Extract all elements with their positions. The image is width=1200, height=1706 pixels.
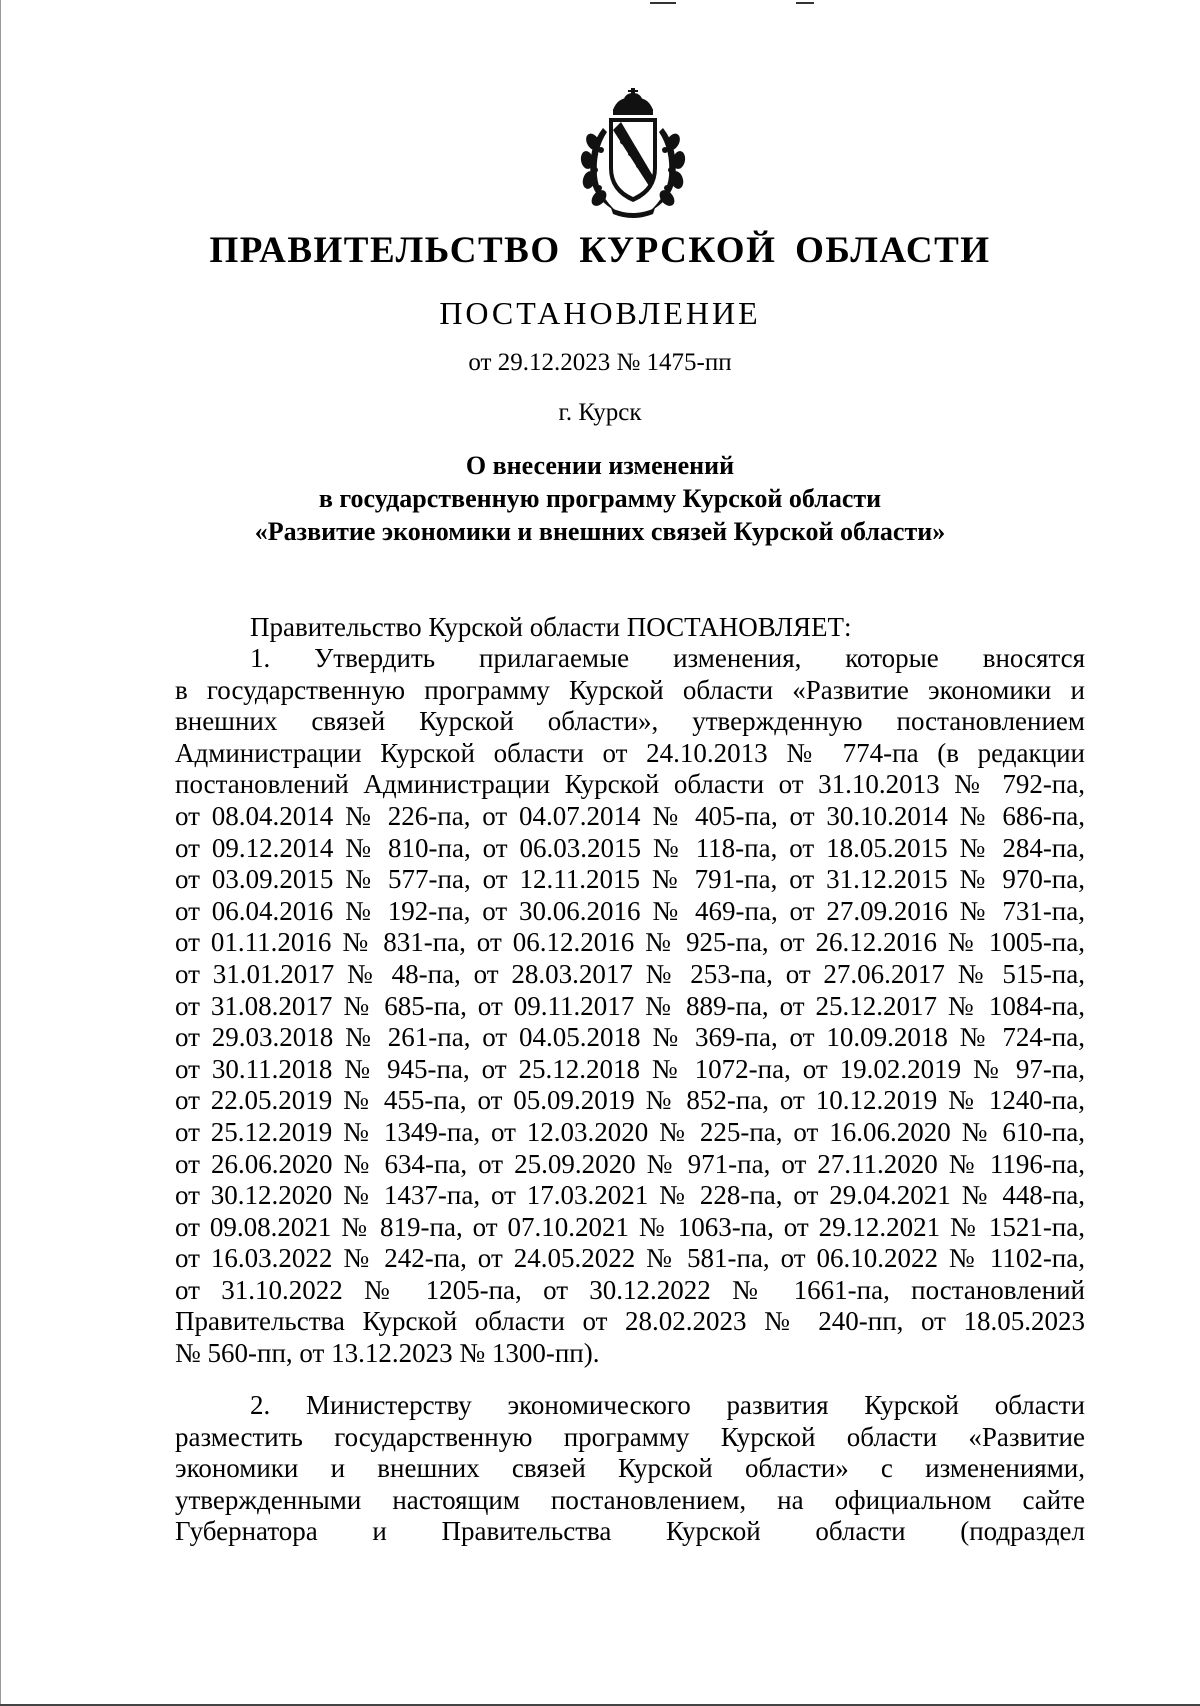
paragraph-line: от 25.12.2019 № 1349-па, от 12.03.2020 № 225-па, от 16.06.2020 № 610-па, — [175, 1116, 1085, 1147]
scan-mark — [796, 2, 814, 4]
paragraph-line: от 31.08.2017 № 685-па, от 09.11.2017 № 889-па, от 25.12.2017 № 1084-па, — [175, 990, 1085, 1021]
paragraph-line: № 560-пп, от 13.12.2023 № 1300-пп). — [175, 1338, 600, 1369]
paragraph-line: Губернатора и Правительства Курской области (подраздел — [175, 1516, 1085, 1547]
paragraph-line: 2. Министерству экономического развития Курской области — [250, 1390, 1085, 1420]
paragraph-line: от 26.06.2020 № 634-па, от 25.09.2020 № 971-па, от 27.11.2020 № 1196-па, — [175, 1148, 1085, 1179]
paragraph-line: от 22.05.2019 № 455-па, от 05.09.2019 № 852-па, от 10.12.2019 № 1240-па, — [175, 1085, 1085, 1116]
paragraph-line: утвержденными настоящим постановлением, на официальном сайте — [175, 1484, 1085, 1515]
paragraph-line: от 16.03.2022 № 242-па, от 24.05.2022 № 581-па, от 06.10.2022 № 1102-па, — [175, 1243, 1085, 1274]
paragraph-line: от 06.04.2016 № 192-па, от 30.06.2016 № 469-па, от 27.09.2016 № 731-па, — [175, 895, 1085, 926]
document-city: г. Курск — [558, 399, 642, 426]
subject-line: в государственную программу Курской области — [318, 484, 882, 513]
paragraph-line: от 30.11.2018 № 945-па, от 25.12.2018 № 1072-па, от 19.02.2019 № 97-па, — [175, 1053, 1085, 1084]
organization-title: ПРАВИТЕЛЬСТВО КУРСКОЙ ОБЛАСТИ — [209, 230, 991, 271]
paragraph-line: Правительства Курской области от 28.02.2023 № 240-пп, от 18.05.2023 — [175, 1306, 1085, 1337]
scan-mark — [650, 2, 676, 4]
paragraph-line: от 03.09.2015 № 577-па, от 12.11.2015 № 791-па, от 31.12.2015 № 970-па, — [175, 864, 1085, 895]
paragraph-line: Администрации Курской области от 24.10.2013 № 774-па (в редакции — [175, 737, 1085, 768]
paragraph-line: разместить государственную программу Курской области «Развитие — [175, 1421, 1085, 1452]
document-subject — [0, 449, 1200, 548]
subject-line: «Развитие экономики и внешних связей Курской области» — [254, 517, 946, 546]
document-type: ПОСТАНОВЛЕНИЕ — [439, 295, 761, 331]
paragraph-line: экономики и внешних связей Курской области» с изменениями, — [175, 1453, 1085, 1484]
paragraph-line: от 31.10.2022 № 1205-па, от 30.12.2022 № 1661-па, постановлений — [175, 1274, 1085, 1305]
paragraph-line: 1. Утвердить прилагаемые изменения, которые вносятся — [250, 643, 1085, 673]
subject-line: О внесении изменений — [465, 451, 735, 480]
paragraph-line: от 01.11.2016 № 831-па, от 06.12.2016 № 925-па, от 26.12.2016 № 1005-па, — [175, 927, 1085, 958]
kursk-coat-of-arms-icon — [573, 88, 693, 218]
resolution-intro: Правительство Курской области ПОСТАНОВЛЯЕТ: — [250, 612, 852, 642]
paragraph-line: от 30.12.2020 № 1437-па, от 17.03.2021 № 228-па, от 29.04.2021 № 448-па, — [175, 1180, 1085, 1211]
paragraph-1 — [175, 643, 1085, 1370]
paragraph-line: постановлений Администрации Курской области от 31.10.2013 № 792-па, — [175, 769, 1085, 800]
paragraph-2 — [175, 1390, 1085, 1548]
paragraph-line: от 09.12.2014 № 810-па, от 06.03.2015 № 118-па, от 18.05.2015 № 284-па, — [175, 832, 1085, 863]
document-date-number: от 29.12.2023 № 1475-пп — [468, 349, 732, 376]
paragraph-line: внешних связей Курской области», утвержденную постановлением — [175, 706, 1085, 737]
paragraph-line: от 29.03.2018 № 261-па, от 04.05.2018 № 369-па, от 10.09.2018 № 724-па, — [175, 1022, 1085, 1053]
paragraph-line: от 08.04.2014 № 226-па, от 04.07.2014 № 405-па, от 30.10.2014 № 686-па, — [175, 800, 1085, 831]
paragraph-line: от 31.01.2017 № 48-па, от 28.03.2017 № 253-па, от 27.06.2017 № 515-па, — [175, 958, 1085, 989]
paragraph-line: в государственную программу Курской области «Развитие экономики и — [175, 674, 1085, 705]
paragraph-line: от 09.08.2021 № 819-па, от 07.10.2021 № 1063-па, от 29.12.2021 № 1521-па, — [175, 1211, 1085, 1242]
